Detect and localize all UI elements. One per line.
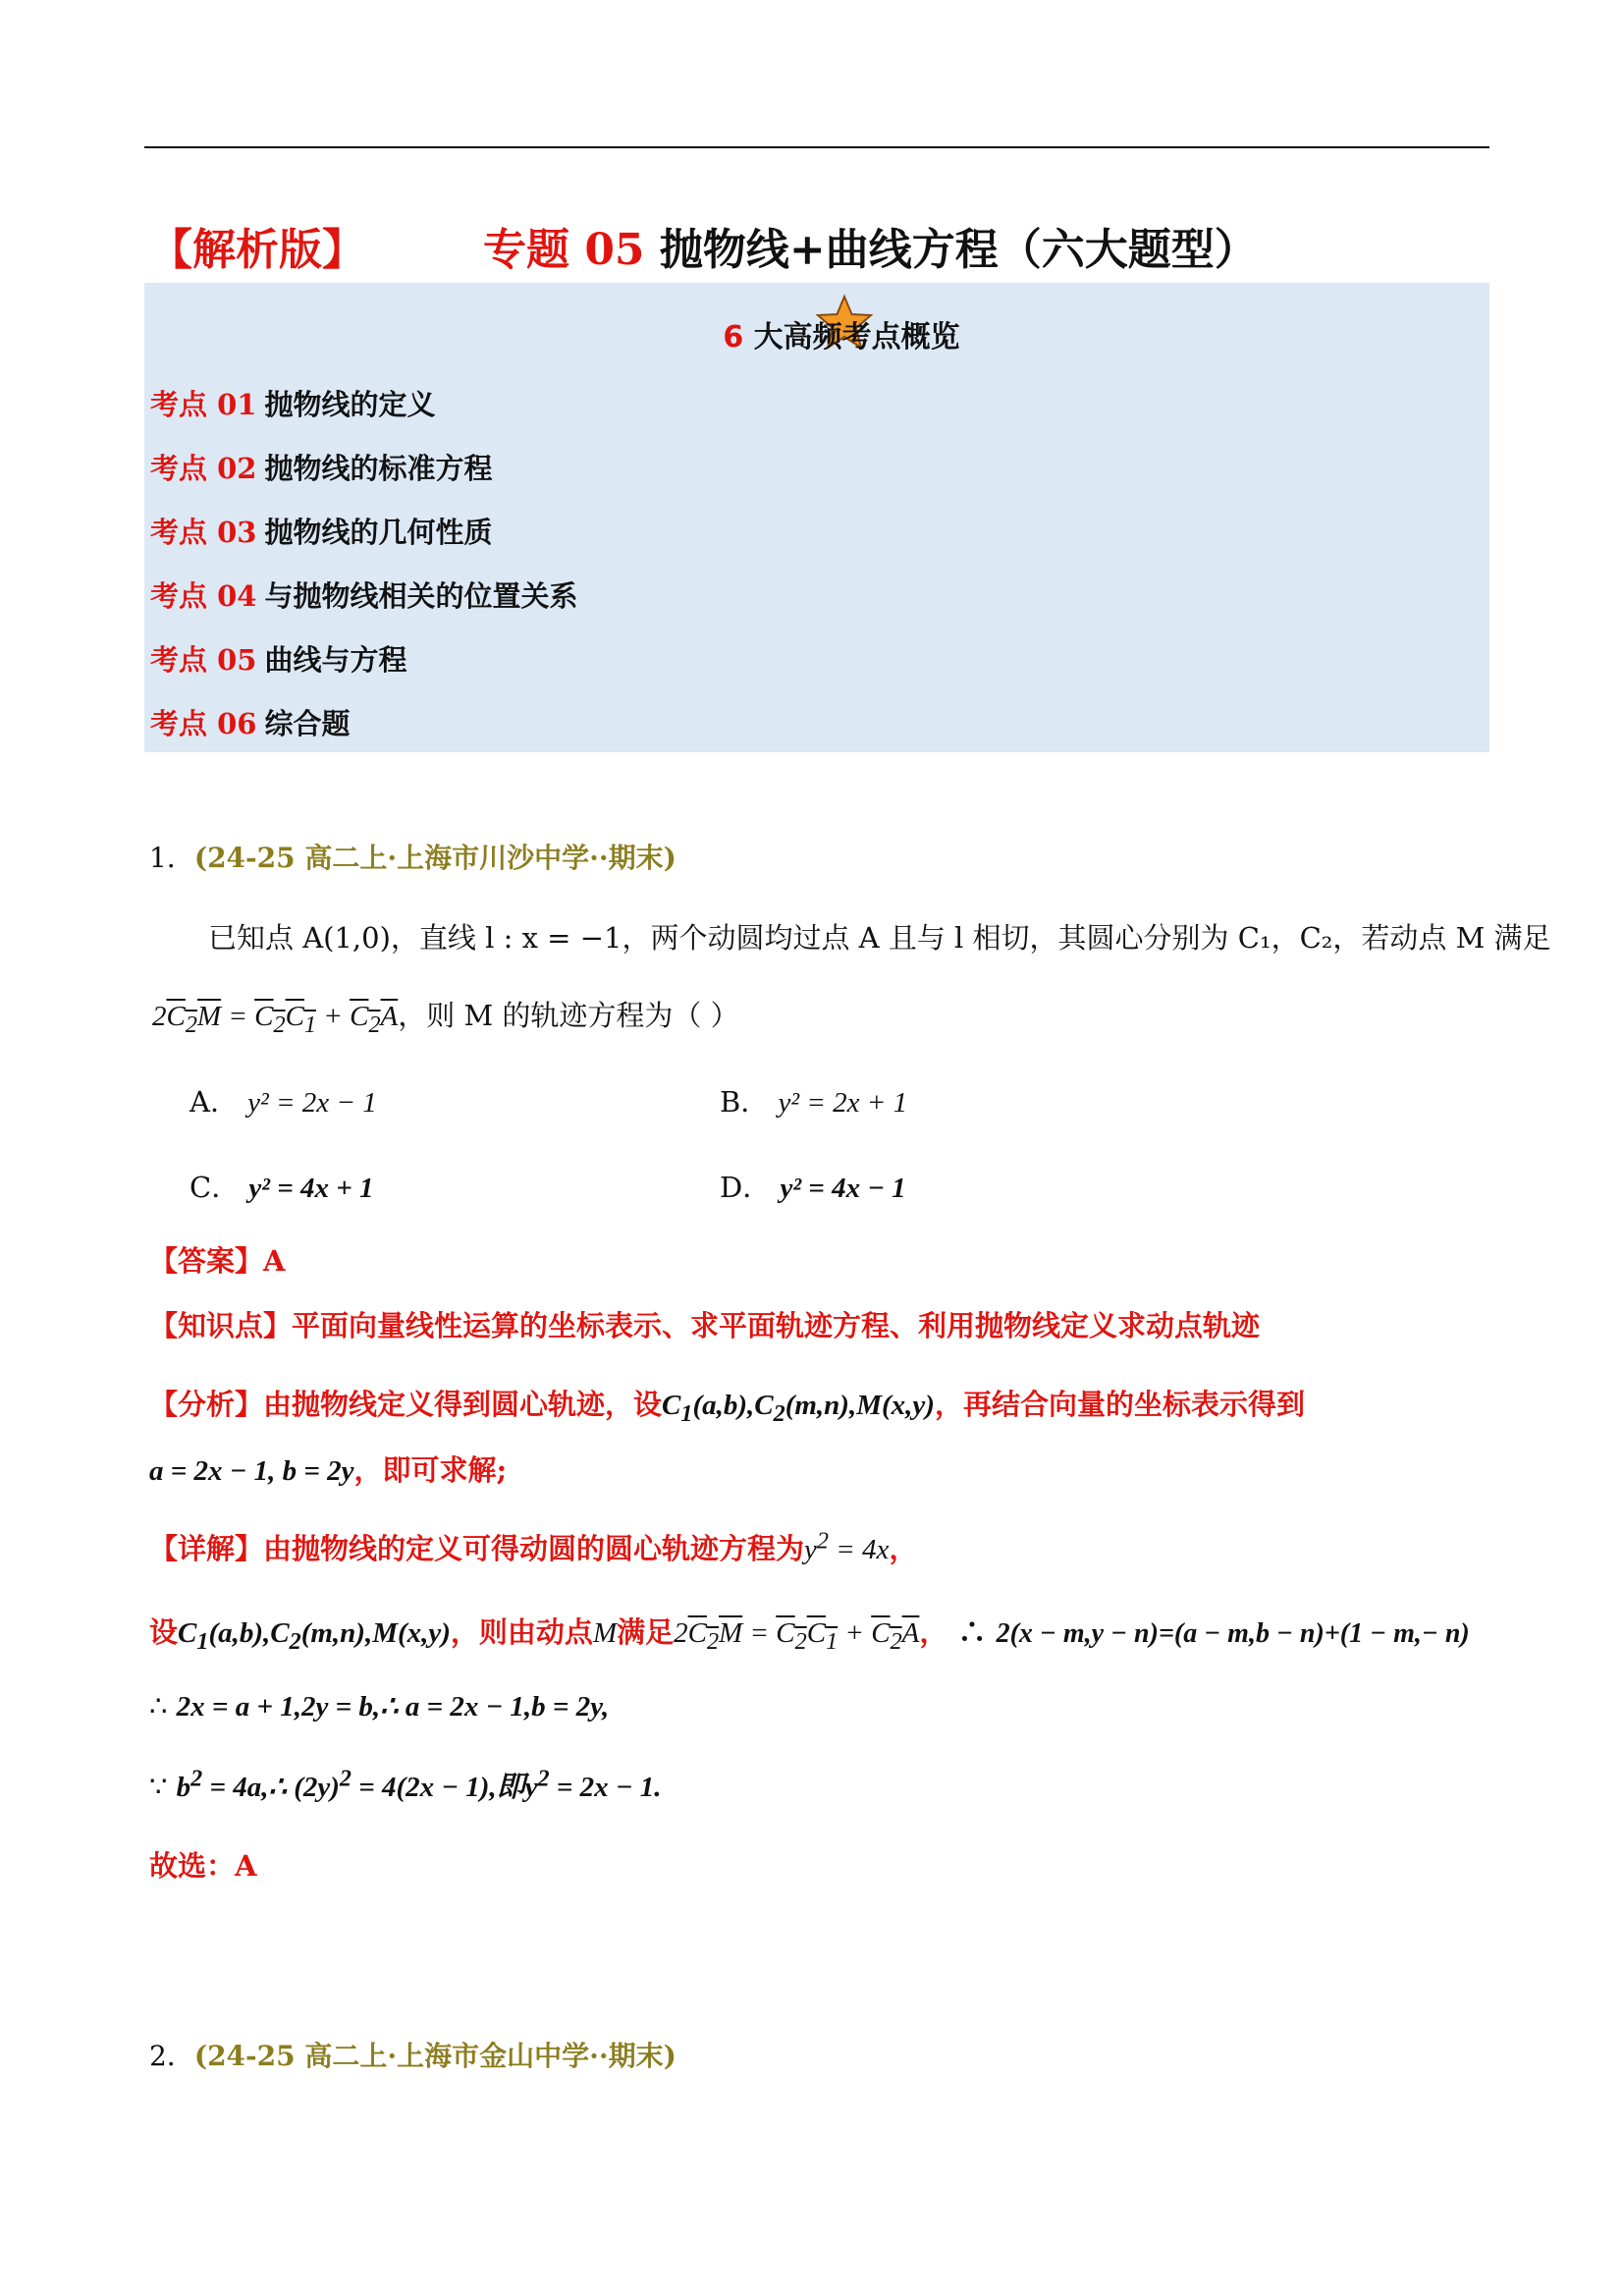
overview-item: 考点 03 抛物线的几何性质	[150, 516, 493, 549]
locus-equation: $y^2 = 4x$	[804, 1527, 890, 1565]
header-rule	[144, 146, 1489, 148]
detail-line-4: ∵ $b^2$ = 4a,∴ $(2y)^2 = 4(2x - 1)$,即$y^2 = 2x - 1$.	[149, 1765, 662, 1803]
overview-item: 考点 01 抛物线的定义	[150, 388, 436, 421]
overview-item: 考点 02 抛物线的标准方程	[150, 452, 493, 485]
detail-line-3: ∴ 2x = a + 1,2y = b,∴ a = 2x − 1,b = 2y,	[149, 1689, 610, 1722]
topic-title: 抛物线+曲线方程（六大题型）	[644, 225, 1258, 275]
option-d: D． y² = 4x − 1	[720, 1171, 906, 1204]
knowledge-line: 【知识点】平面向量线性运算的坐标表示、求平面轨迹方程、利用抛物线定义求动点轨迹	[149, 1309, 1261, 1342]
answer-line: 【答案】A	[149, 1244, 286, 1278]
detail-line: 【详解】由抛物线的定义可得动圆的圆心轨迹方程为$y^2 = 4x$，	[149, 1527, 918, 1565]
topic-number: 专题 05	[483, 225, 645, 275]
detail-line-2: 设$C_1(a,b),C_2(m,n),M(x,y)$，则由动点M满足$2C_2M = C_2C_1 + C_2A$， ∴ 2(x − m,y − n)=(a − m,b − n)+(1 − m,− n)	[149, 1615, 1470, 1655]
analysis-line-2: a = 2x − 1, b = 2y，即可求解;	[149, 1453, 508, 1487]
question-1-stem-line2: $2C_2M = C_2C_1 + C_2A$，则 M 的轨迹方程为（ ）	[152, 999, 739, 1038]
question-1-stem: 已知点 A(1,0)，直线 l : x = −1，两个动圆均过点 A 且与 l 相切，其圆心分别为 C₁，C₂，若动点 M 满足	[208, 921, 1551, 955]
question-2-header: 2．(24-25 高二上·上海市金山中学··期末)	[149, 2040, 676, 2072]
choice-line: 故选：A	[149, 1849, 257, 1883]
overview-item: 考点 04 与抛物线相关的位置关系	[150, 579, 578, 613]
vector-equation: $2C_2M = C_2C_1 + C_2A$	[152, 1001, 399, 1038]
option-b: B． y² = 2x + 1	[720, 1085, 908, 1119]
question-1-header: 1．(24-25 高二上·上海市川沙中学··期末)	[149, 842, 676, 874]
page-title	[149, 214, 1258, 277]
option-a: A． y² = 2x − 1	[189, 1085, 377, 1119]
overview-item: 考点 05 曲线与方程	[150, 643, 407, 677]
option-c: C． y² = 4x + 1	[189, 1171, 374, 1204]
overview-item: 考点 06 综合题	[150, 707, 351, 740]
analysis-relation: a = 2x − 1, b = 2y	[149, 1455, 354, 1487]
analysis-line: 【分析】由抛物线定义得到圆心轨迹，设$C_1(a,b),C_2(m,n),M(x,y)$，再结合向量的坐标表示得到	[149, 1388, 1305, 1427]
overview-panel	[144, 283, 1489, 752]
overview-heading: 6 大高频考点概览	[723, 320, 960, 355]
edition-tag: 【解析版】	[149, 225, 365, 275]
analysis-coordinates: $C_1(a,b),C_2(m,n),M(x,y)$	[662, 1390, 935, 1427]
